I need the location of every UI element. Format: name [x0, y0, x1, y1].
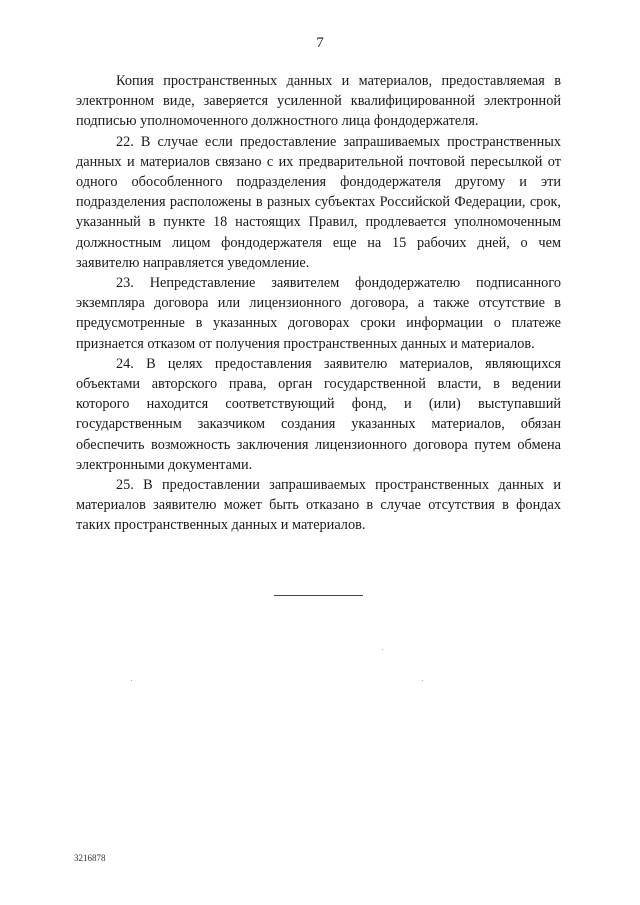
scan-dot [422, 680, 423, 681]
scan-dot [131, 680, 132, 681]
scan-dot [382, 649, 383, 650]
paragraph-24: 24. В целях предоставления заявителю материалов, являющихся объектами авторского права, орган государственной власти, в ведении которого находится соответствующий фонд, и (или) выступавший государственным заказчиком создания указанных материалов, обязан обеспечить возможность заключения лицензионного договора путем обмена электронными документами. [76, 355, 561, 473]
paragraph-22: 22. В случае если предоставление запрашиваемых пространственных данных и материалов связано с их предварительной почтовой пересылкой от одного обособленного подразделения фондодержателя другому и эти подразделения расположены в разных субъектах Российской Федерации, срок, указанный в пункте 18 настоящих Правил, продлевается уполномоченным должностным лицом фондодержателя еще на 15 рабочих дней, о чем заявителю направляется уведомление. [76, 133, 561, 271]
paragraph-25: 25. В предоставлении запрашиваемых пространственных данных и материалов заявителю может быть отказано в случае отсутствия в фондах таких пространственных данных и материалов. [76, 477, 561, 534]
page-number: 7 [316, 35, 324, 51]
paragraph-23: 23. Непредставление заявителем фондодержателю подписанного экземпляра договора или лицензионного договора, а также отсутствие в предусмотренные в указанных договорах сроки информации о платеже признается отказом от получения пространственных данных и материалов. [76, 275, 561, 352]
document-code: 3216878 [74, 853, 106, 863]
document-body [76, 71, 561, 536]
end-separator-line [274, 595, 363, 596]
paragraph-copy-certification: Копия пространственных данных и материалов, предоставляемая в электронном виде, заверяется усиленной квалифицированной электронной подписью уполномоченного должностного лица фондодержателя. [76, 73, 561, 130]
